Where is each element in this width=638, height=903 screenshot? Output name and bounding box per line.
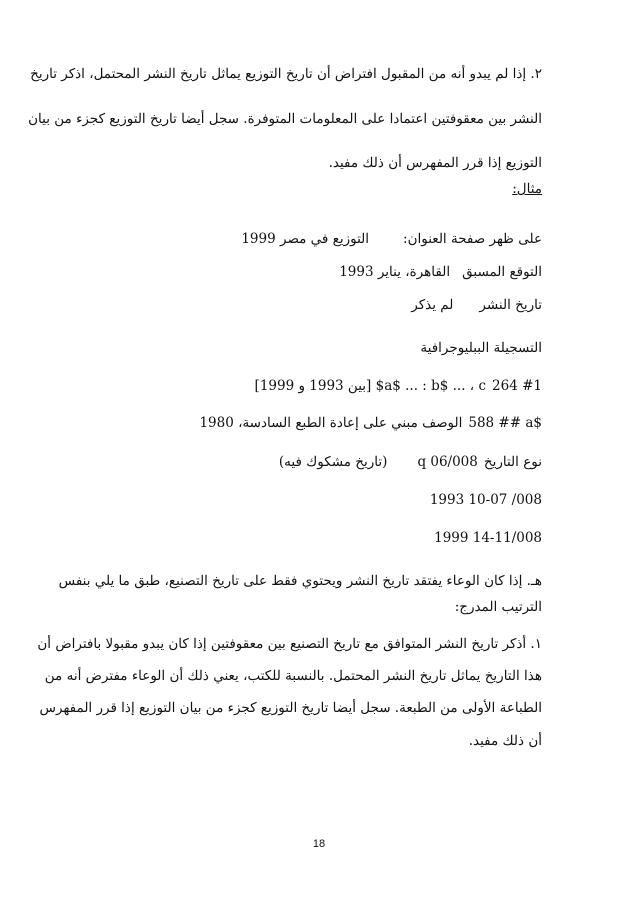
field-264-tag: 264 #1 — [492, 378, 542, 394]
date-field-1 — [430, 490, 542, 510]
date-field-1-value: 1993 10-07 /008 — [429, 492, 542, 508]
paragraph-h-line-2: الترتيب المدرج: — [454, 599, 542, 615]
pubdate-line — [411, 295, 542, 315]
paragraph-2-line-2: النشر بين معقوفتين اعتمادا على المعلومات المتوفرة. سجل أيضا تاريخ التوزيع كجزء من بيان — [28, 111, 542, 127]
date-type-line — [279, 452, 542, 472]
example-label: مثال: — [512, 181, 542, 197]
paragraph-1-line-3: الطباعة الأولى من الطبعة. سجل أيضا تاريخ التوزيع كجزء من بيان التوزيع إذا قرر المفهرس — [39, 700, 542, 716]
paragraph-2-line-3: التوزيع إذا قرر المفهرس أن ذلك مفيد. — [328, 155, 542, 171]
date-type-value: q 06/008 — [417, 454, 478, 470]
marc-field-588 — [199, 413, 542, 433]
verso-label: على ظهر صفحة العنوان: — [403, 231, 542, 247]
paragraph-1-line-1: ١. أذكر تاريخ النشر المتوافق مع تاريخ التصنيع بين معقوفتين إذا كان يبدو مقبولا بافتراض أن — [37, 636, 542, 652]
verso-value: التوزيع في مصر 1999 — [241, 231, 370, 247]
pubdate-value: لم يذكر — [411, 297, 454, 313]
date-type-note: (تاريخ مشكوك فيه) — [278, 454, 388, 470]
field-588-tag: 588 ## a$ — [468, 415, 542, 431]
pubdate-label: تاريخ النشر — [479, 297, 542, 313]
date-field-2-value: 1999 14-11/008 — [434, 530, 542, 546]
paragraph-h-line-1: هـ. إذا كان الوعاء يفتقد تاريخ النشر ويحتوي فقط على تاريخ التصنيع، طبق ما يلي بنفس — [58, 573, 542, 589]
paragraph-1-line-4: أن ذلك مفيد. — [468, 733, 542, 749]
page-number: 18 — [312, 838, 326, 850]
verso-line — [241, 229, 542, 249]
field-588-content: الوصف مبني على إعادة الطبع السادسة، 1980 — [199, 415, 463, 431]
field-264-content: a$ ... : b$ ... ، c$ [بين 1993 و 1999] — [254, 378, 487, 394]
paragraph-1-line-2: هذا التاريخ يماثل تاريخ النشر المحتمل. بالنسبة للكتب، يعني ذلك أن الوعاء مفترض أنه من — [44, 668, 542, 684]
expected-value: القاهرة، يناير 1993 — [339, 264, 451, 280]
paragraph-2-line-1: ٢. إذا لم يبدو أنه من المقبول افتراض أن تاريخ التوزيع يماثل تاريخ النشر المحتمل، اذكر تاريخ — [30, 66, 542, 82]
expected-label: التوقع المسبق — [462, 264, 542, 280]
marc-field-264 — [255, 376, 542, 396]
expected-line — [339, 262, 542, 282]
date-type-label: نوع التاريخ — [483, 454, 542, 470]
date-field-2 — [434, 528, 542, 548]
bibliographic-record-heading: التسجيلة الببليوجرافية — [420, 340, 542, 356]
